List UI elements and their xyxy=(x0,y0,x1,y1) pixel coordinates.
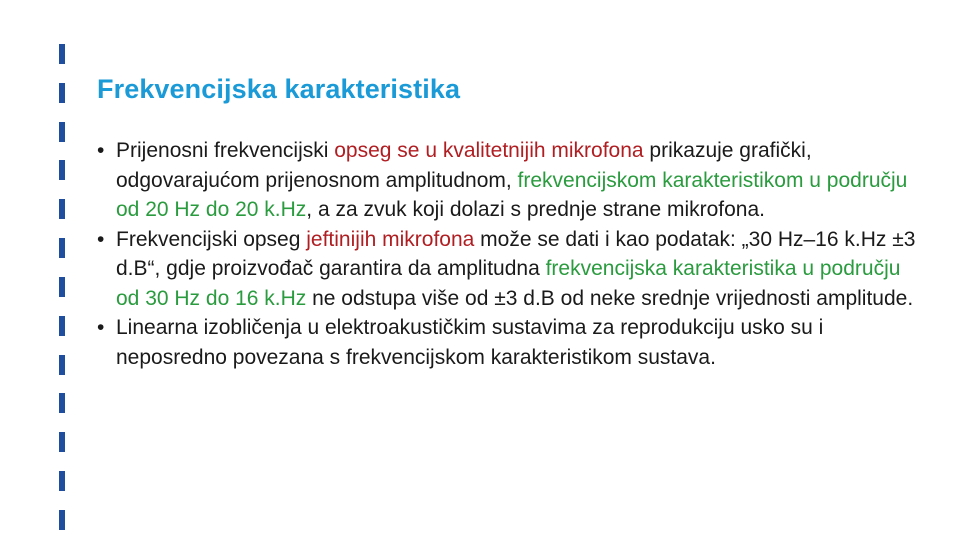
text-segment: , a za zvuk koji dolazi s prednje strane mikrofona. xyxy=(306,198,765,221)
text-segment: Frekvencijski opseg xyxy=(116,227,307,251)
highlight-green: frekvencijskom karakteristikom u području od 20 Hz do 20 k.Hz xyxy=(116,168,908,221)
highlight-green: frekvencijska karakteristika u području od 30 Hz do 16 k.Hz xyxy=(116,257,901,310)
accent-dash xyxy=(59,83,65,103)
bullet-text xyxy=(116,228,915,310)
bullet-text xyxy=(116,139,907,221)
bullet-dot: • xyxy=(97,227,105,251)
accent-dash xyxy=(59,471,65,491)
highlight-red: jeftinijih mikrofona xyxy=(306,227,475,251)
accent-dash-bar xyxy=(59,44,65,530)
bullet-list xyxy=(97,136,917,372)
accent-dash xyxy=(59,432,65,452)
bullet-dot: • xyxy=(97,316,105,339)
accent-dash xyxy=(59,160,65,180)
accent-dash xyxy=(59,316,65,336)
accent-dash xyxy=(59,44,65,64)
bullet-text xyxy=(116,316,823,369)
text-segment: ne odstupa više od ±3 d.B od neke srednje vrijednosti amplitude. xyxy=(306,286,914,310)
accent-dash xyxy=(59,277,65,297)
bullet-item xyxy=(97,225,917,314)
accent-dash xyxy=(59,393,65,413)
bullet-item xyxy=(97,136,917,225)
accent-dash xyxy=(59,238,65,258)
bullet-dot: • xyxy=(97,139,105,162)
bullet-item xyxy=(97,313,917,372)
text-segment: može se dati i kao podatak: „30 Hz–16 k.Hz ±3 d.B“, gdje proizvođač garantira da amplitudna xyxy=(116,227,916,280)
text-segment: Linearna izobličenja u elektroakustičkim sustavima za reprodukciju usko su i neposredno povezana s frekvencijskom karakteristikom sustava. xyxy=(116,316,824,369)
slide-title: Frekvencijska karakteristika xyxy=(97,74,461,104)
accent-dash xyxy=(59,199,65,219)
accent-dash xyxy=(59,122,65,142)
text-segment: Prijenosni frekvencijski xyxy=(116,139,335,162)
accent-dash xyxy=(59,510,65,530)
accent-dash xyxy=(59,355,65,375)
text-segment: prikazuje grafički, odgovarajućom prijenosnom amplitudnom, xyxy=(116,139,812,192)
highlight-red: opseg se u kvalitetnijih mikrofona xyxy=(334,139,644,162)
